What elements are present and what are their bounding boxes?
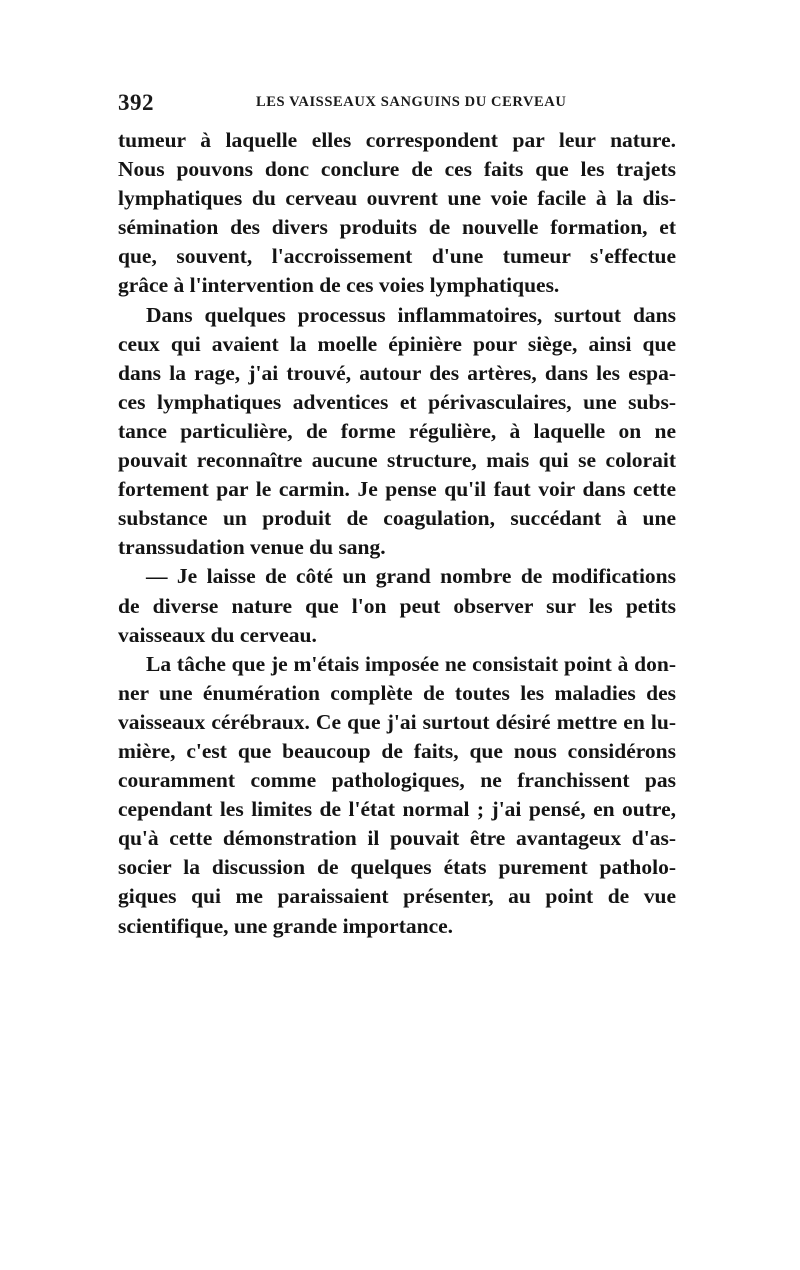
- running-head: [118, 90, 678, 116]
- body-text: [118, 126, 676, 941]
- text-line: ces lymphatiques adventices et périvasculaires, une subs-: [118, 389, 676, 414]
- text-line: scientifique, une grande importance.: [118, 913, 454, 938]
- text-line: giques qui me paraissaient présenter, au point de vue: [118, 884, 676, 909]
- text-line: lymphatiques du cerveau ouvrent une voie facile à la dis-: [118, 186, 676, 211]
- text-line: ner une énumération complète de toutes les maladies des: [118, 680, 676, 705]
- text-line: socier la discussion de quelques états purement patholo-: [118, 855, 676, 880]
- text-line: tance particulière, de forme régulière, à laquelle on ne: [118, 418, 676, 443]
- text-line: sémination des divers produits de nouvelle formation, et: [118, 215, 676, 240]
- text-line: cependant les limites de l'état normal ; j'ai pensé, en outre,: [118, 797, 676, 822]
- text-line: Nous pouvons donc conclure de ces faits que les trajets: [118, 157, 676, 182]
- text-line: fortement par le carmin. Je pense qu'il faut voir dans cette: [118, 477, 676, 502]
- text-line: couramment comme pathologiques, ne franchissent pas: [118, 768, 676, 793]
- running-title: LES VAISSEAUX SANGUINS DU CERVEAU: [256, 94, 567, 110]
- text-line: ceux qui avaient la moelle épinière pour siège, ainsi que: [118, 331, 676, 356]
- text-line: vaisseaux du cerveau.: [118, 622, 317, 647]
- text-line: de diverse nature que l'on peut observer sur les petits: [118, 593, 676, 618]
- text-line: vaisseaux cérébraux. Ce que j'ai surtout désiré mettre en lu-: [118, 709, 676, 734]
- page-number: 392: [118, 90, 154, 115]
- text-line: transsudation venue du sang.: [118, 535, 386, 560]
- text-line: substance un produit de coagulation, succédant à une: [118, 506, 676, 531]
- text-line: La tâche que je m'étais imposée ne consistait point à don-: [146, 651, 676, 676]
- text-line: Dans quelques processus inflammatoires, surtout dans: [146, 302, 676, 327]
- text-line: mière, c'est que beaucoup de faits, que nous considérons: [118, 738, 676, 763]
- text-line: pouvait reconnaître aucune structure, mais qui se colorait: [118, 448, 676, 473]
- text-line: que, souvent, l'accroissement d'une tumeur s'effectue: [118, 244, 676, 269]
- text-line: grâce à l'intervention de ces voies lymphatiques.: [118, 273, 560, 298]
- text-line: qu'à cette démonstration il pouvait être avantageux d'as-: [118, 826, 676, 851]
- text-line: tumeur à laquelle elles correspondent par leur nature.: [118, 128, 676, 152]
- text-line: dans la rage, j'ai trouvé, autour des artères, dans les espa-: [118, 360, 676, 385]
- text-line: — Je laisse de côté un grand nombre de modifications: [146, 564, 676, 589]
